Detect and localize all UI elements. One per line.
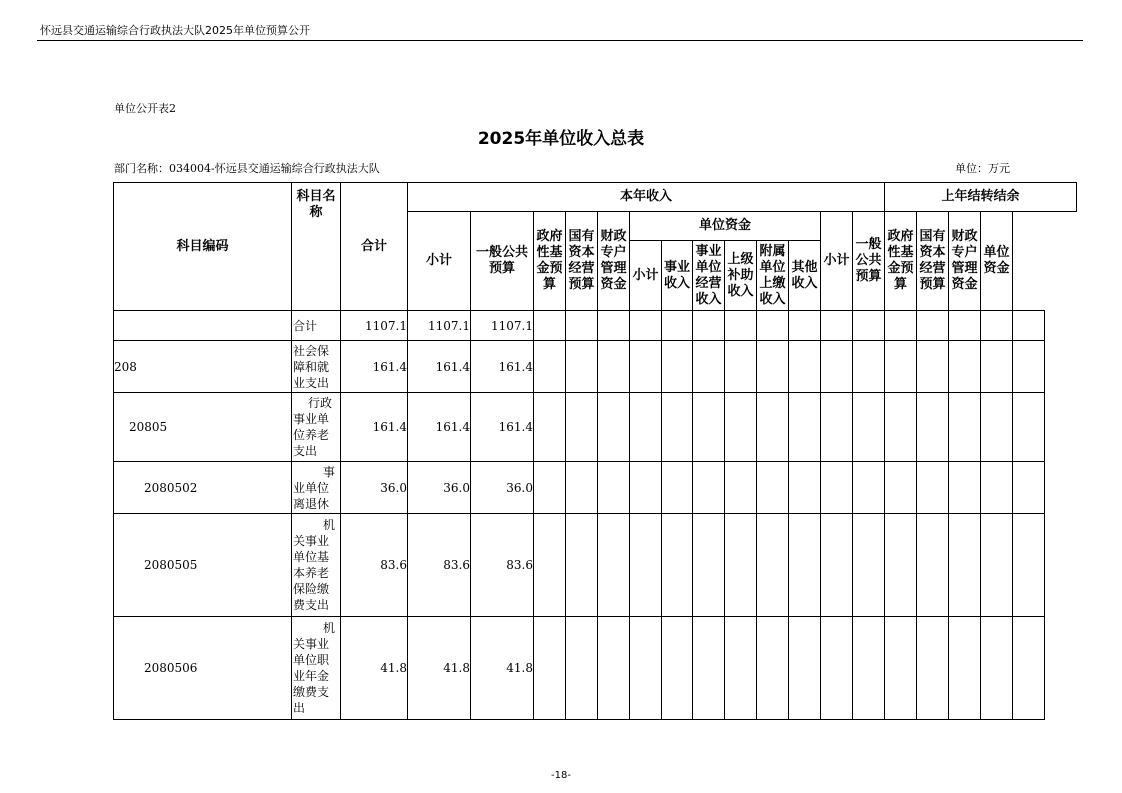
row-total: 1107.1 (341, 311, 408, 341)
table-row (114, 311, 1077, 341)
col-header-co-state-capital: 国有资本经营预算 (917, 212, 949, 311)
row-name: 事业单位离退休 (292, 462, 341, 514)
document-title: 2025年单位收入总表 (477, 129, 645, 149)
unit-label: 单位：万元 (955, 162, 1010, 175)
row-code: 2080502 (114, 462, 292, 514)
row-total: 41.8 (341, 617, 408, 720)
table-row (114, 462, 1077, 514)
row-subtotal: 41.8 (408, 617, 471, 720)
row-total: 161.4 (341, 341, 408, 393)
department-label: 部门名称：034004-怀远县交通运输综合行政执法大队 (114, 162, 380, 175)
table-row (114, 393, 1077, 462)
row-general-budget: 83.6 (471, 514, 534, 617)
col-header-business-income: 事业收入 (662, 241, 693, 311)
row-name: 机关事业单位基本养老保险缴费支出 (292, 514, 341, 617)
row-general-budget: 41.8 (471, 617, 534, 720)
row-subtotal: 36.0 (408, 462, 471, 514)
row-name: 合计 (292, 311, 341, 341)
col-header-co-special-fund: 财政专户管理资金 (949, 212, 981, 311)
row-code: 2080505 (114, 514, 292, 617)
row-code (114, 311, 292, 341)
table-row (114, 341, 1077, 393)
col-header-total: 合计 (341, 183, 408, 311)
row-code: 208 (114, 341, 292, 393)
col-header-general-budget: 一般公共预算 (471, 212, 534, 311)
col-header-superior-subsidy: 上级补助收入 (725, 241, 757, 311)
table-row (114, 514, 1077, 617)
col-header-gov-fund: 政府性基金预算 (534, 212, 566, 311)
header-rule (37, 40, 1083, 41)
col-header-name: 科目名称 (292, 183, 341, 311)
col-header-co-general-budget: 一般公共预算 (853, 212, 885, 311)
row-name: 社会保障和就业支出 (292, 341, 341, 393)
row-code: 2080506 (114, 617, 292, 720)
row-subtotal: 161.4 (408, 393, 471, 462)
col-header-carryover: 上年结转结余 (885, 183, 1077, 212)
row-name: 机关事业单位职业年金缴费支出 (292, 617, 341, 720)
row-general-budget: 36.0 (471, 462, 534, 514)
col-header-co-subtotal: 小计 (821, 212, 853, 311)
row-total: 36.0 (341, 462, 408, 514)
row-general-budget: 161.4 (471, 393, 534, 462)
col-header-unit-funds: 单位资金 (630, 212, 821, 241)
table-number: 单位公开表2 (114, 102, 176, 115)
col-header-uf-subtotal: 小计 (630, 241, 662, 311)
income-summary-table (113, 182, 1077, 720)
col-header-operating-income: 事业单位经营收入 (693, 241, 725, 311)
col-header-subtotal: 小计 (408, 212, 471, 311)
row-subtotal: 161.4 (408, 341, 471, 393)
col-header-affiliated-income: 附属单位上缴收入 (757, 241, 789, 311)
col-header-code: 科目编码 (114, 183, 292, 311)
row-total: 161.4 (341, 393, 408, 462)
col-header-co-unit-funds: 单位资金 (981, 212, 1013, 311)
row-code: 20805 (114, 393, 292, 462)
col-header-state-capital: 国有资本经营预算 (566, 212, 598, 311)
col-header-current-year: 本年收入 (408, 183, 885, 212)
row-name: 行政事业单位养老支出 (292, 393, 341, 462)
row-subtotal: 83.6 (408, 514, 471, 617)
col-header-special-fund: 财政专户管理资金 (598, 212, 630, 311)
row-general-budget: 161.4 (471, 341, 534, 393)
document-header-title: 怀远县交通运输综合行政执法大队2025年单位预算公开 (40, 24, 310, 37)
row-general-budget: 1107.1 (471, 311, 534, 341)
row-total: 83.6 (341, 514, 408, 617)
page-number: -18- (551, 770, 571, 781)
row-subtotal: 1107.1 (408, 311, 471, 341)
col-header-co-gov-fund: 政府性基金预算 (885, 212, 917, 311)
col-header-other-income: 其他收入 (789, 241, 821, 311)
table-row (114, 617, 1077, 720)
